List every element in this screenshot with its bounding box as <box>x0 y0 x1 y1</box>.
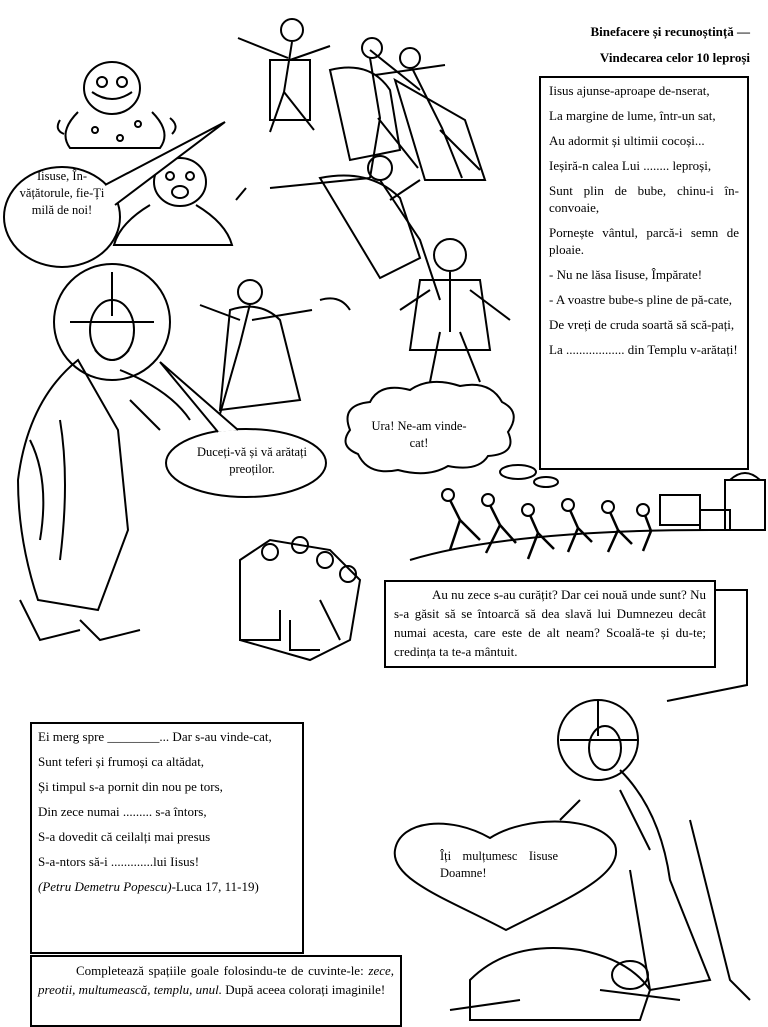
poem-line: Și timpul s-a pornit din nou pe tors, <box>38 779 223 794</box>
jesus-drawing <box>18 264 190 640</box>
gospel-quote-box <box>384 580 716 668</box>
poem-line: S-a dovedit că ceilalți mai presus <box>38 829 211 844</box>
poem-line: Pornește vântul, parcă-i semn de ploaie. <box>549 225 739 257</box>
group-of-lepers-drawing <box>240 537 360 660</box>
running-lepers-drawing <box>238 19 485 180</box>
leper-old-man-drawing <box>58 62 176 148</box>
thanks-speech-text: Îți mulțumesc Iisuse Doamne! <box>440 849 558 880</box>
instructions-words: zece, preotii, multumească, templu, unul. <box>38 963 395 997</box>
poem-line: Au adormit și ultimii cocoși... <box>549 133 705 148</box>
poem-line: La margine de lume, într-un sat, <box>549 108 716 123</box>
poem-author: (Petru Demetru Popescu) <box>38 879 172 894</box>
poem-reference: -Luca 17, 11-19) <box>171 879 259 894</box>
poem-line: Sunt plin de bube, chinu-i în-convoaie, <box>549 183 739 215</box>
thought-dot <box>500 465 536 479</box>
poem-line: De vreți de cruda soartă să scă-pați, <box>549 317 735 332</box>
poem-line: La .................. din Templu v-arătați! <box>549 342 738 357</box>
poem-line: Ei merg spre ________... Dar s-au vinde-cat, <box>38 729 272 744</box>
poem-line: - Nu ne lăsa Iisuse, Împărate! <box>549 267 703 282</box>
jesus-bubble-tail <box>160 362 238 432</box>
instructions-suffix: După aceea colorați imaginile! <box>225 982 386 997</box>
woman-leper-drawing <box>200 280 350 414</box>
poem-top-box <box>539 76 749 470</box>
poem-line: Ieșiră-n calea Lui ........ leproși, <box>549 158 712 173</box>
poem-bottom-box <box>30 722 304 954</box>
running-lepers-middle-drawing <box>270 156 510 382</box>
poem-line: Iisus ajunse-aproape de-nserat, <box>549 83 710 98</box>
lepers-speech-text: Iisuse, În-vățătorule, fie-Ți milă de noi! <box>19 169 105 217</box>
poem-line: Sunt teferi și frumoși ca altădat, <box>38 754 205 769</box>
thought-dot <box>534 477 558 487</box>
poem-line: - A voastre bube-s pline de pă-cate, <box>549 292 733 307</box>
instructions-box <box>30 955 402 1027</box>
gospel-quote-text: Au nu zece s-au curățit? Dar cei nouă unde sunt? Nu s-a găsit să se întoarcă să dea slavă lui Dumnezeu decât numai acesta, care este de alt neam? Scoală-te și du-te; credința ta te-a mântuit. <box>394 587 706 659</box>
poem-line: S-a-ntors să-i .............lui Iisus! <box>38 854 200 869</box>
title-line-2: Vindecarea celor 10 leproși <box>599 50 750 65</box>
poem-line: Din zece numai ......... s-a întors, <box>38 804 207 819</box>
crowd-to-temple-drawing <box>410 473 765 560</box>
jesus-speech-text: Duceți-vă și vă arătați preoților. <box>196 445 308 476</box>
healed-speech-text: Ura! Ne-am vinde-cat! <box>371 419 467 450</box>
instructions-prefix: Completează spațiile goale folosindu-te de cuvinte-le: <box>76 963 364 978</box>
title-line-1: Binefacere și recunoștință — <box>590 24 750 39</box>
poem-citation <box>38 878 296 895</box>
